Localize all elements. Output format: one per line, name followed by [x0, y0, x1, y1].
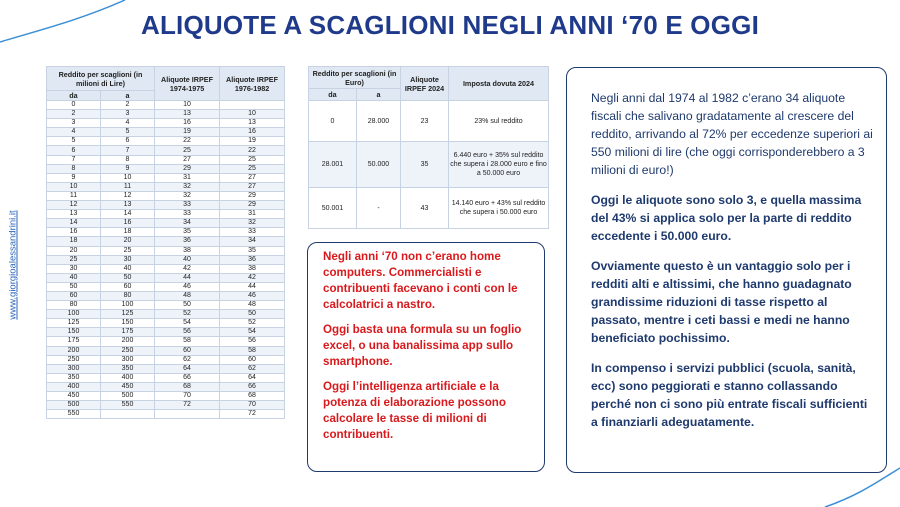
t2-cell: 28.001: [309, 142, 357, 188]
t1-cell: 27: [220, 173, 285, 182]
t1-cell: 50: [101, 273, 155, 282]
t1-cell: 60: [155, 346, 220, 355]
t1-cell: 100: [47, 310, 101, 319]
t1-cell: 27: [220, 182, 285, 191]
table-row: [47, 182, 285, 191]
t2-cell: 28.000: [357, 101, 401, 142]
t1-cell: 46: [220, 291, 285, 300]
t1-cell: 9: [101, 164, 155, 173]
t1-cell: 500: [47, 401, 101, 410]
t1-cell: 450: [47, 392, 101, 401]
t1-cell: 300: [47, 364, 101, 373]
t1-cell: 400: [47, 382, 101, 391]
t1-cell: 58: [220, 346, 285, 355]
t1-header-reddito: Reddito per scaglioni (in milioni di Lire): [47, 67, 155, 91]
t1-body: [47, 101, 285, 419]
t1-cell: 60: [220, 355, 285, 364]
t1-cell: 11: [101, 182, 155, 191]
table-row: [309, 188, 549, 229]
table-row: [47, 191, 285, 200]
t1-cell: 13: [101, 201, 155, 210]
table-row: [47, 173, 285, 182]
t1-cell: 150: [101, 319, 155, 328]
t1-cell: 35: [220, 246, 285, 255]
t1-cell: 10: [155, 101, 220, 110]
table-row: [47, 155, 285, 164]
t1-cell: 56: [155, 328, 220, 337]
t1-cell: 50: [155, 301, 220, 310]
t1-cell: 9: [47, 173, 101, 182]
t1-cell: 32: [155, 191, 220, 200]
t1-cell: 8: [101, 155, 155, 164]
red-paragraph-1: Negli anni ‘70 non c’erano home computers. Commercialisti e contribuenti facevano i conti con le calcolatrici a nastro.: [323, 250, 518, 311]
t2-header-aliquote: Aliquote IRPEF 2024: [401, 67, 449, 101]
table-row: [47, 101, 285, 110]
t1-cell: 125: [47, 319, 101, 328]
table-row: [47, 128, 285, 137]
red-paragraph-3: Oggi l’intelligenza artificiale e la potenza di elaborazione possono calcolare le tasse di milioni di contribuenti.: [323, 380, 506, 441]
t1-cell: 20: [47, 246, 101, 255]
side-website-link[interactable]: [2, 200, 24, 330]
blue-paragraph-4: In compenso i servizi pubblici (scuola, sanità, ecc) sono peggiorati e stanno collassando perché non ci sono più entrate fiscali sufficienti a finanziarli adeguatamente.: [591, 361, 868, 429]
blue-paragraph-2: Oggi le aliquote sono solo 3, e quella massima del 43% si applica solo per la parte di reddito eccedente i 50.000 euro.: [591, 193, 862, 243]
t1-cell: 70: [155, 392, 220, 401]
t1-cell: 56: [220, 337, 285, 346]
t1-header-aliq-1974: Aliquote IRPEF 1974-1975: [155, 67, 220, 101]
t1-cell: 32: [220, 219, 285, 228]
blue-paragraph-3: Ovviamente questo è un vantaggio solo per i redditi alti e altissimi, che hanno guadagnato grandissime riduzioni di tasse rispetto al passato, mentre i ceti bassi e medi ne hanno beneficiato pochissimo.: [591, 259, 852, 345]
t1-cell: 10: [101, 173, 155, 182]
t1-cell: 18: [47, 237, 101, 246]
t1-cell: 25: [155, 146, 220, 155]
t1-cell: 25: [47, 255, 101, 264]
t1-cell: 50: [47, 282, 101, 291]
t1-cell: 70: [220, 401, 285, 410]
t1-cell: 500: [101, 392, 155, 401]
t1-cell: 31: [220, 210, 285, 219]
t1-cell: 66: [155, 373, 220, 382]
t2-cell: 0: [309, 101, 357, 142]
t1-cell: 13: [155, 110, 220, 119]
table-row: [47, 301, 285, 310]
t1-cell: 42: [220, 273, 285, 282]
t1-cell: 38: [220, 264, 285, 273]
table-row: [47, 264, 285, 273]
t2-cell: 35: [401, 142, 449, 188]
t1-cell: 200: [101, 337, 155, 346]
t1-cell: 0: [47, 101, 101, 110]
table-row: [47, 392, 285, 401]
table-row: [47, 219, 285, 228]
t2-header-reddito: Reddito per scaglioni (in Euro): [309, 67, 401, 89]
table-row: [47, 164, 285, 173]
t1-cell: 29: [220, 201, 285, 210]
t1-cell: [101, 410, 155, 419]
t1-cell: 250: [47, 355, 101, 364]
t2-cell: 14.140 euro + 43% sul reddito che supera i 50.000 euro: [449, 188, 549, 229]
table-row: [47, 146, 285, 155]
t1-cell: 60: [101, 282, 155, 291]
t1-cell: 8: [47, 164, 101, 173]
t1-cell: 72: [220, 410, 285, 419]
t1-cell: 16: [101, 219, 155, 228]
t1-cell: 40: [47, 273, 101, 282]
t1-cell: 31: [155, 173, 220, 182]
t1-cell: 22: [155, 137, 220, 146]
t2-cell: 23% sul reddito: [449, 101, 549, 142]
t1-cell: 12: [47, 201, 101, 210]
t1-cell: 2: [47, 110, 101, 119]
t1-cell: 66: [220, 382, 285, 391]
t1-cell: 35: [155, 228, 220, 237]
t1-cell: 100: [101, 301, 155, 310]
t1-cell: 38: [155, 246, 220, 255]
t1-cell: 25: [220, 164, 285, 173]
table-row: [47, 364, 285, 373]
t1-cell: 48: [155, 291, 220, 300]
t1-cell: 44: [220, 282, 285, 291]
t2-header-da: da: [309, 89, 357, 101]
table-row: [47, 201, 285, 210]
t2-cell: -: [357, 188, 401, 229]
t1-cell: 7: [101, 146, 155, 155]
t1-cell: 350: [101, 364, 155, 373]
table-row: [47, 373, 285, 382]
t1-cell: 40: [101, 264, 155, 273]
t1-header-a: a: [101, 91, 155, 101]
t1-cell: 10: [220, 110, 285, 119]
table-row: [47, 291, 285, 300]
table-row: [47, 237, 285, 246]
t1-cell: 550: [47, 410, 101, 419]
t1-cell: 7: [47, 155, 101, 164]
t1-cell: [220, 101, 285, 110]
table-row: [47, 355, 285, 364]
t1-cell: 4: [101, 119, 155, 128]
t2-cell: 50.000: [357, 142, 401, 188]
t1-cell: 60: [47, 291, 101, 300]
t1-cell: 27: [155, 155, 220, 164]
t1-cell: [155, 410, 220, 419]
t1-cell: 450: [101, 382, 155, 391]
t1-cell: 300: [101, 355, 155, 364]
t1-cell: 34: [220, 237, 285, 246]
table-row: [47, 382, 285, 391]
t1-cell: 29: [155, 164, 220, 173]
t1-cell: 64: [155, 364, 220, 373]
technology-note-box: [307, 242, 545, 472]
t1-cell: 48: [220, 301, 285, 310]
t2-cell: 50.001: [309, 188, 357, 229]
t1-cell: 18: [101, 228, 155, 237]
table-row: [47, 337, 285, 346]
table-row: [47, 310, 285, 319]
t1-cell: 52: [220, 319, 285, 328]
table-row: [309, 101, 549, 142]
t1-cell: 80: [101, 291, 155, 300]
t1-cell: 46: [155, 282, 220, 291]
t2-header-a: a: [357, 89, 401, 101]
t1-cell: 3: [101, 110, 155, 119]
table-row: [47, 228, 285, 237]
t1-cell: 80: [47, 301, 101, 310]
t1-cell: 33: [155, 210, 220, 219]
t1-cell: 52: [155, 310, 220, 319]
table-row: [47, 319, 285, 328]
lire-brackets-table: [46, 66, 285, 419]
t1-header-da: da: [47, 91, 101, 101]
table-row: [47, 110, 285, 119]
t1-cell: 175: [47, 337, 101, 346]
t1-cell: 150: [47, 328, 101, 337]
t1-cell: 34: [155, 219, 220, 228]
table-row: [47, 328, 285, 337]
t1-cell: 2: [101, 101, 155, 110]
t1-cell: 22: [220, 146, 285, 155]
t1-cell: 36: [155, 237, 220, 246]
t2-cell: 6.440 euro + 35% sul reddito che supera i 28.000 euro e fino a 50.000 euro: [449, 142, 549, 188]
t1-cell: 36: [220, 255, 285, 264]
t2-cell: 43: [401, 188, 449, 229]
t1-cell: 250: [101, 346, 155, 355]
t1-cell: 32: [155, 182, 220, 191]
t1-cell: 68: [155, 382, 220, 391]
table-row: [47, 246, 285, 255]
t1-cell: 400: [101, 373, 155, 382]
blue-paragraph-1: Negli anni dal 1974 al 1982 c’erano 34 aliquote fiscali che salivano gradatamente al crescere del reddito, arrivando al 72% per eccedenze superiori ai 550 milioni di lire (che oggi corrisponderebbero a 3 milioni di euro!): [591, 91, 873, 177]
t1-cell: 6: [47, 146, 101, 155]
t1-cell: 33: [220, 228, 285, 237]
table-row: [47, 119, 285, 128]
t1-cell: 13: [47, 210, 101, 219]
t1-cell: 3: [47, 119, 101, 128]
t1-cell: 10: [47, 182, 101, 191]
t1-cell: 19: [220, 137, 285, 146]
page-title: ALIQUOTE A SCAGLIONI NEGLI ANNI ‘70 E OGGI: [140, 10, 759, 40]
t1-cell: 16: [220, 128, 285, 137]
t1-cell: 58: [155, 337, 220, 346]
t1-cell: 62: [220, 364, 285, 373]
t2-cell: 23: [401, 101, 449, 142]
t1-cell: 54: [220, 328, 285, 337]
commentary-box: [566, 67, 887, 473]
t1-cell: 4: [47, 128, 101, 137]
t1-cell: 350: [47, 373, 101, 382]
t1-cell: 14: [47, 219, 101, 228]
t1-cell: 12: [101, 191, 155, 200]
t1-cell: 30: [101, 255, 155, 264]
red-paragraph-2: Oggi basta una formula su un foglio excel, o una banalissima app sullo smartphone.: [323, 323, 522, 368]
table-row: [47, 410, 285, 419]
t1-cell: 29: [220, 191, 285, 200]
t1-cell: 30: [47, 264, 101, 273]
t1-cell: 25: [220, 155, 285, 164]
t1-cell: 20: [101, 237, 155, 246]
t1-cell: 14: [101, 210, 155, 219]
t1-cell: 54: [155, 319, 220, 328]
t1-cell: 25: [101, 246, 155, 255]
side-website-link-text[interactable]: www.giorgioalessandrini.it: [7, 210, 19, 320]
t1-cell: 550: [101, 401, 155, 410]
table-row: [47, 401, 285, 410]
t1-cell: 72: [155, 401, 220, 410]
t1-cell: 11: [47, 191, 101, 200]
t1-cell: 200: [47, 346, 101, 355]
table-row: [47, 273, 285, 282]
t1-cell: 6: [101, 137, 155, 146]
t1-cell: 5: [47, 137, 101, 146]
t1-cell: 175: [101, 328, 155, 337]
t1-cell: 19: [155, 128, 220, 137]
t1-cell: 16: [155, 119, 220, 128]
table-row: [47, 137, 285, 146]
t1-cell: 40: [155, 255, 220, 264]
t1-header-aliq-1976: Aliquote IRPEF 1976-1982: [220, 67, 285, 101]
t1-cell: 68: [220, 392, 285, 401]
t1-cell: 50: [220, 310, 285, 319]
t1-cell: 62: [155, 355, 220, 364]
t1-cell: 64: [220, 373, 285, 382]
t1-cell: 33: [155, 201, 220, 210]
table-row: [309, 142, 549, 188]
t1-cell: 125: [101, 310, 155, 319]
t2-header-imposta: Imposta dovuta 2024: [449, 67, 549, 101]
t1-cell: 13: [220, 119, 285, 128]
table-row: [47, 346, 285, 355]
t1-cell: 42: [155, 264, 220, 273]
table-row: [47, 282, 285, 291]
table-row: [47, 210, 285, 219]
euro-brackets-table: [308, 66, 549, 229]
t1-cell: 5: [101, 128, 155, 137]
t1-cell: 16: [47, 228, 101, 237]
t1-cell: 44: [155, 273, 220, 282]
table-row: [47, 255, 285, 264]
